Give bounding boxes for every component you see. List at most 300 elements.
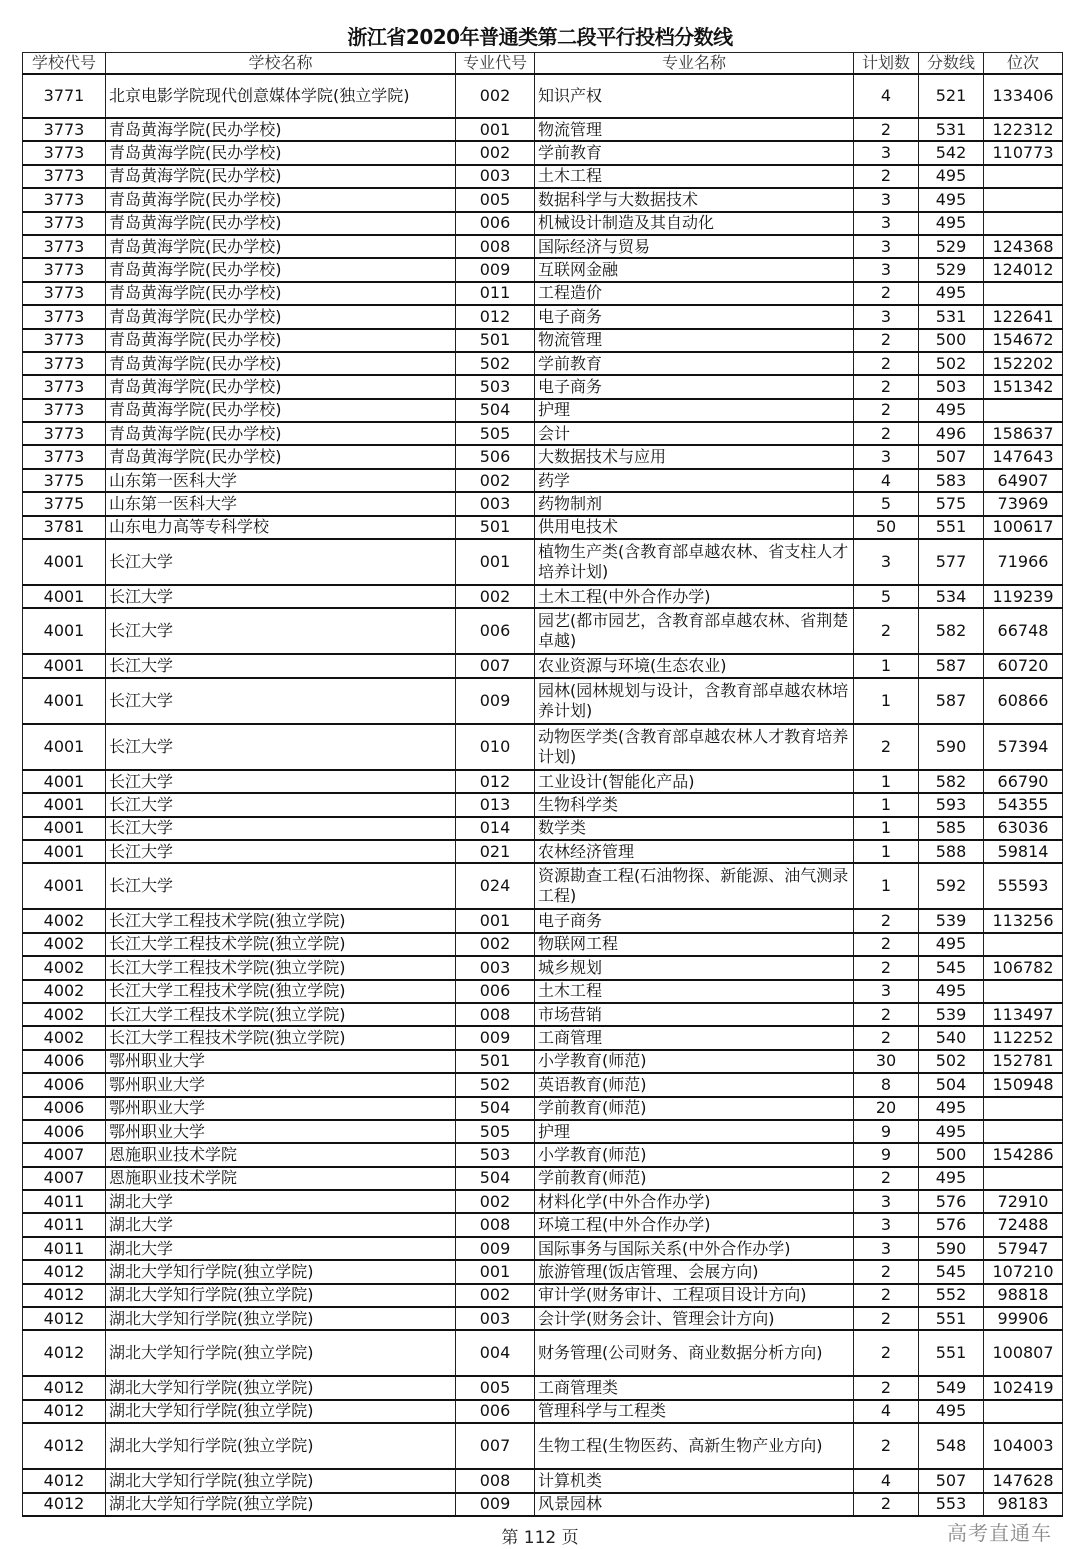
table-row (23, 863, 1063, 909)
cell-plan-count: 2 (854, 1376, 919, 1399)
cell-major-code: 009 (456, 1493, 535, 1516)
cell-school-name: 长江大学工程技术学院(独立学院) (106, 1003, 456, 1026)
header-school-code: 学校代号 (23, 53, 106, 75)
cell-school-name: 长江大学 (106, 724, 456, 770)
cell-major-code: 006 (456, 608, 535, 654)
cell-score-line: 585 (919, 817, 984, 840)
cell-school-code: 4012 (23, 1493, 106, 1516)
table-row (23, 352, 1063, 375)
cell-major-code: 006 (456, 212, 535, 235)
cell-major-name: 土木工程 (535, 980, 854, 1003)
cell-major-code: 005 (456, 1376, 535, 1399)
cell-school-code: 3773 (23, 329, 106, 352)
table-row (23, 516, 1063, 539)
table-row (23, 1284, 1063, 1307)
cell-score-line: 495 (919, 1097, 984, 1120)
cell-school-code: 3773 (23, 282, 106, 305)
table-row (23, 375, 1063, 398)
cell-major-name: 电子商务 (535, 909, 854, 932)
cell-plan-count: 1 (854, 863, 919, 909)
cell-school-code: 4001 (23, 770, 106, 793)
cell-school-name: 鄂州职业大学 (106, 1120, 456, 1143)
cell-school-name: 青岛黄海学院(民办学校) (106, 305, 456, 328)
cell-score-line: 551 (919, 516, 984, 539)
table-row (23, 724, 1063, 770)
cell-plan-count: 3 (854, 1190, 919, 1213)
cell-plan-count: 2 (854, 1493, 919, 1516)
cell-plan-count: 2 (854, 1003, 919, 1026)
table-row (23, 1307, 1063, 1330)
cell-school-name: 湖北大学知行学院(独立学院) (106, 1330, 456, 1376)
table-row (23, 141, 1063, 164)
cell-plan-count: 2 (854, 375, 919, 398)
cell-plan-count: 3 (854, 188, 919, 211)
cell-major-code: 001 (456, 118, 535, 141)
cell-school-name: 长江大学 (106, 817, 456, 840)
cell-school-name: 山东第一医科大学 (106, 492, 456, 515)
cell-school-code: 4012 (23, 1423, 106, 1469)
cell-score-line: 502 (919, 352, 984, 375)
cell-score-line: 545 (919, 1260, 984, 1283)
table-row (23, 492, 1063, 515)
cell-plan-count: 1 (854, 654, 919, 677)
cell-major-name: 城乡规划 (535, 956, 854, 979)
cell-rank: 60720 (984, 654, 1063, 677)
cell-plan-count: 2 (854, 608, 919, 654)
cell-major-name: 土木工程 (535, 165, 854, 188)
cell-score-line: 495 (919, 282, 984, 305)
cell-rank: 72488 (984, 1213, 1063, 1236)
cell-rank: 66790 (984, 770, 1063, 793)
table-row (23, 305, 1063, 328)
cell-school-code: 3773 (23, 212, 106, 235)
cell-score-line: 507 (919, 445, 984, 468)
cell-major-name: 互联网金融 (535, 258, 854, 281)
table-row (23, 469, 1063, 492)
cell-school-code: 4006 (23, 1120, 106, 1143)
cell-score-line: 551 (919, 1330, 984, 1376)
cell-rank: 57394 (984, 724, 1063, 770)
cell-score-line: 495 (919, 933, 984, 956)
cell-major-name: 计算机类 (535, 1469, 854, 1492)
cell-major-code: 002 (456, 141, 535, 164)
table-row (23, 1400, 1063, 1423)
cell-school-code: 4007 (23, 1143, 106, 1166)
cell-school-name: 青岛黄海学院(民办学校) (106, 352, 456, 375)
cell-rank: 98818 (984, 1284, 1063, 1307)
cell-major-name: 旅游管理(饭店管理、会展方向) (535, 1260, 854, 1283)
table-row (23, 793, 1063, 816)
table-row (23, 235, 1063, 258)
cell-score-line: 539 (919, 909, 984, 932)
table-header-row (23, 53, 1063, 75)
cell-major-code: 501 (456, 329, 535, 352)
cell-rank: 122641 (984, 305, 1063, 328)
cell-major-code: 012 (456, 770, 535, 793)
cell-school-code: 4001 (23, 539, 106, 585)
cell-school-code: 4011 (23, 1190, 106, 1213)
cell-score-line: 549 (919, 1376, 984, 1399)
cell-school-name: 湖北大学知行学院(独立学院) (106, 1260, 456, 1283)
table-row (23, 840, 1063, 863)
cell-score-line: 545 (919, 956, 984, 979)
table-row (23, 445, 1063, 468)
cell-major-code: 007 (456, 1423, 535, 1469)
cell-school-code: 3775 (23, 492, 106, 515)
cell-score-line: 587 (919, 678, 984, 724)
cell-plan-count: 3 (854, 258, 919, 281)
cell-plan-count: 3 (854, 445, 919, 468)
cell-rank: 73969 (984, 492, 1063, 515)
cell-major-name: 财务管理(公司财务、商业数据分析方向) (535, 1330, 854, 1376)
cell-score-line: 576 (919, 1213, 984, 1236)
cell-major-code: 024 (456, 863, 535, 909)
cell-major-name: 学前教育 (535, 141, 854, 164)
cell-school-code: 4001 (23, 654, 106, 677)
cell-school-code: 4012 (23, 1400, 106, 1423)
cell-score-line: 529 (919, 235, 984, 258)
cell-plan-count: 1 (854, 793, 919, 816)
table-row (23, 678, 1063, 724)
cell-major-code: 007 (456, 654, 535, 677)
cell-rank: 113497 (984, 1003, 1063, 1026)
cell-rank (984, 1400, 1063, 1423)
cell-plan-count: 2 (854, 422, 919, 445)
cell-school-name: 湖北大学知行学院(独立学院) (106, 1284, 456, 1307)
cell-score-line: 592 (919, 863, 984, 909)
table-row (23, 608, 1063, 654)
cell-school-code: 4006 (23, 1097, 106, 1120)
cell-school-name: 湖北大学 (106, 1213, 456, 1236)
cell-rank: 150948 (984, 1073, 1063, 1096)
cell-score-line: 521 (919, 74, 984, 118)
cell-school-code: 4001 (23, 840, 106, 863)
cell-major-code: 506 (456, 445, 535, 468)
table-row (23, 422, 1063, 445)
cell-rank: 107210 (984, 1260, 1063, 1283)
cell-major-name: 电子商务 (535, 375, 854, 398)
cell-major-code: 014 (456, 817, 535, 840)
cell-score-line: 539 (919, 1003, 984, 1026)
cell-school-code: 4011 (23, 1237, 106, 1260)
cell-score-line: 577 (919, 539, 984, 585)
cell-school-name: 长江大学 (106, 678, 456, 724)
cell-school-code: 3781 (23, 516, 106, 539)
table-row (23, 1423, 1063, 1469)
cell-school-code: 4001 (23, 817, 106, 840)
cell-school-name: 恩施职业技术学院 (106, 1167, 456, 1190)
table-row (23, 980, 1063, 1003)
cell-score-line: 503 (919, 375, 984, 398)
cell-major-code: 505 (456, 1120, 535, 1143)
cell-score-line: 590 (919, 1237, 984, 1260)
cell-school-code: 4006 (23, 1073, 106, 1096)
cell-score-line: 588 (919, 840, 984, 863)
cell-major-name: 物流管理 (535, 329, 854, 352)
cell-major-code: 002 (456, 1190, 535, 1213)
cell-school-code: 4012 (23, 1376, 106, 1399)
cell-score-line: 542 (919, 141, 984, 164)
cell-score-line: 582 (919, 770, 984, 793)
cell-major-code: 002 (456, 74, 535, 118)
cell-score-line: 553 (919, 1493, 984, 1516)
cell-rank: 124368 (984, 235, 1063, 258)
cell-plan-count: 50 (854, 516, 919, 539)
cell-major-name: 审计学(财务审计、工程项目设计方向) (535, 1284, 854, 1307)
cell-school-name: 青岛黄海学院(民办学校) (106, 165, 456, 188)
cell-plan-count: 30 (854, 1050, 919, 1073)
cell-score-line: 495 (919, 1400, 984, 1423)
cell-major-code: 008 (456, 1003, 535, 1026)
cell-plan-count: 5 (854, 492, 919, 515)
cell-school-code: 4002 (23, 980, 106, 1003)
cell-rank (984, 188, 1063, 211)
table-row (23, 165, 1063, 188)
header-rank: 位次 (984, 53, 1063, 75)
table-row (23, 1120, 1063, 1143)
table-row (23, 1469, 1063, 1492)
cell-rank: 106782 (984, 956, 1063, 979)
cell-major-code: 501 (456, 516, 535, 539)
cell-plan-count: 2 (854, 1307, 919, 1330)
cell-rank: 147643 (984, 445, 1063, 468)
cell-rank: 154286 (984, 1143, 1063, 1166)
cell-plan-count: 4 (854, 1469, 919, 1492)
cell-school-name: 青岛黄海学院(民办学校) (106, 141, 456, 164)
cell-major-code: 003 (456, 956, 535, 979)
cell-school-code: 4001 (23, 724, 106, 770)
cell-plan-count: 2 (854, 909, 919, 932)
cell-major-name: 生物科学类 (535, 793, 854, 816)
cell-rank: 152202 (984, 352, 1063, 375)
cell-rank: 124012 (984, 258, 1063, 281)
cell-major-name: 环境工程(中外合作办学) (535, 1213, 854, 1236)
cell-major-name: 资源勘查工程(石油物探、新能源、油气测录工程) (535, 863, 854, 909)
cell-rank: 102419 (984, 1376, 1063, 1399)
table-row (23, 1493, 1063, 1516)
cell-plan-count: 2 (854, 118, 919, 141)
cell-school-name: 青岛黄海学院(民办学校) (106, 235, 456, 258)
cell-plan-count: 3 (854, 141, 919, 164)
cell-major-code: 009 (456, 258, 535, 281)
cell-school-code: 4012 (23, 1469, 106, 1492)
cell-major-code: 002 (456, 585, 535, 608)
cell-score-line: 529 (919, 258, 984, 281)
cell-major-name: 学前教育(师范) (535, 1097, 854, 1120)
cell-plan-count: 2 (854, 329, 919, 352)
cell-major-name: 药学 (535, 469, 854, 492)
table-row (23, 188, 1063, 211)
cell-plan-count: 2 (854, 933, 919, 956)
cell-school-name: 长江大学 (106, 539, 456, 585)
cell-plan-count: 3 (854, 539, 919, 585)
cell-school-name: 湖北大学知行学院(独立学院) (106, 1493, 456, 1516)
cell-plan-count: 2 (854, 282, 919, 305)
cell-score-line: 590 (919, 724, 984, 770)
table-row (23, 118, 1063, 141)
cell-score-line: 502 (919, 1050, 984, 1073)
page-number: 第 112 页 (501, 1528, 579, 1548)
cell-school-name: 长江大学 (106, 608, 456, 654)
watermark-logo: 高考直通车 (947, 1521, 1052, 1545)
cell-major-code: 002 (456, 469, 535, 492)
cell-score-line: 495 (919, 212, 984, 235)
header-score-line: 分数线 (919, 53, 984, 75)
cell-major-name: 工程造价 (535, 282, 854, 305)
table-row (23, 1050, 1063, 1073)
cell-school-name: 长江大学工程技术学院(独立学院) (106, 933, 456, 956)
cell-major-name: 小学教育(师范) (535, 1143, 854, 1166)
cell-school-code: 3773 (23, 258, 106, 281)
cell-score-line: 582 (919, 608, 984, 654)
cell-score-line: 593 (919, 793, 984, 816)
cell-rank: 99906 (984, 1307, 1063, 1330)
cell-major-name: 国际事务与国际关系(中外合作办学) (535, 1237, 854, 1260)
cell-major-name: 管理科学与工程类 (535, 1400, 854, 1423)
cell-score-line: 500 (919, 1143, 984, 1166)
cell-school-name: 青岛黄海学院(民办学校) (106, 212, 456, 235)
cell-major-name: 动物医学类(含教育部卓越农林人才教育培养计划) (535, 724, 854, 770)
table-row (23, 1167, 1063, 1190)
header-major-code: 专业代号 (456, 53, 535, 75)
cell-major-name: 小学教育(师范) (535, 1050, 854, 1073)
cell-plan-count: 20 (854, 1097, 919, 1120)
cell-rank: 154672 (984, 329, 1063, 352)
cell-major-code: 013 (456, 793, 535, 816)
cell-major-name: 工商管理类 (535, 1376, 854, 1399)
cell-major-name: 材料化学(中外合作办学) (535, 1190, 854, 1213)
cell-rank: 113256 (984, 909, 1063, 932)
cell-major-name: 农林经济管理 (535, 840, 854, 863)
cell-major-name: 生物工程(生物医药、高新生物产业方向) (535, 1423, 854, 1469)
cell-school-name: 长江大学 (106, 770, 456, 793)
cell-school-code: 3773 (23, 165, 106, 188)
cell-plan-count: 9 (854, 1143, 919, 1166)
cell-rank: 57947 (984, 1237, 1063, 1260)
header-major-name: 专业名称 (535, 53, 854, 75)
cell-school-code: 3773 (23, 188, 106, 211)
table-body (23, 74, 1063, 1516)
cell-school-code: 3773 (23, 375, 106, 398)
cell-plan-count: 3 (854, 1213, 919, 1236)
cell-rank: 119239 (984, 585, 1063, 608)
cell-score-line: 495 (919, 165, 984, 188)
cell-school-code: 4001 (23, 793, 106, 816)
cell-major-name: 护理 (535, 399, 854, 422)
cell-school-code: 3773 (23, 445, 106, 468)
cell-score-line: 552 (919, 1284, 984, 1307)
cell-major-name: 物流管理 (535, 118, 854, 141)
cell-school-code: 3771 (23, 74, 106, 118)
cell-major-name: 药物制剂 (535, 492, 854, 515)
cell-score-line: 495 (919, 188, 984, 211)
cell-school-name: 青岛黄海学院(民办学校) (106, 445, 456, 468)
cell-major-code: 004 (456, 1330, 535, 1376)
cell-score-line: 495 (919, 980, 984, 1003)
table-row (23, 585, 1063, 608)
cell-school-name: 山东电力高等专科学校 (106, 516, 456, 539)
cell-rank: 100807 (984, 1330, 1063, 1376)
cell-school-name: 湖北大学知行学院(独立学院) (106, 1400, 456, 1423)
cell-rank: 104003 (984, 1423, 1063, 1469)
cell-rank: 71966 (984, 539, 1063, 585)
cell-score-line: 495 (919, 1167, 984, 1190)
cell-major-code: 502 (456, 352, 535, 375)
cell-plan-count: 4 (854, 469, 919, 492)
table-row (23, 399, 1063, 422)
cell-school-code: 4001 (23, 678, 106, 724)
cell-major-code: 003 (456, 165, 535, 188)
cell-score-line: 495 (919, 399, 984, 422)
table-row (23, 817, 1063, 840)
cell-school-name: 鄂州职业大学 (106, 1050, 456, 1073)
cell-plan-count: 3 (854, 235, 919, 258)
cell-plan-count: 1 (854, 817, 919, 840)
cell-major-code: 003 (456, 492, 535, 515)
cell-school-name: 青岛黄海学院(民办学校) (106, 422, 456, 445)
table-row (23, 1190, 1063, 1213)
cell-rank (984, 1120, 1063, 1143)
cell-plan-count: 1 (854, 840, 919, 863)
table-row (23, 1376, 1063, 1399)
cell-rank (984, 1097, 1063, 1120)
cell-rank (984, 933, 1063, 956)
cell-plan-count: 2 (854, 1284, 919, 1307)
cell-school-name: 长江大学 (106, 793, 456, 816)
admission-score-table (22, 52, 1063, 1517)
cell-major-code: 504 (456, 1097, 535, 1120)
cell-school-code: 4002 (23, 909, 106, 932)
cell-major-code: 001 (456, 909, 535, 932)
cell-school-name: 青岛黄海学院(民办学校) (106, 258, 456, 281)
cell-major-name: 供用电技术 (535, 516, 854, 539)
cell-score-line: 496 (919, 422, 984, 445)
cell-school-name: 长江大学工程技术学院(独立学院) (106, 956, 456, 979)
cell-plan-count: 2 (854, 1167, 919, 1190)
cell-rank: 60866 (984, 678, 1063, 724)
cell-plan-count: 2 (854, 165, 919, 188)
cell-rank (984, 399, 1063, 422)
cell-score-line: 551 (919, 1307, 984, 1330)
cell-plan-count: 2 (854, 1260, 919, 1283)
table-row (23, 329, 1063, 352)
cell-school-name: 长江大学 (106, 863, 456, 909)
cell-school-name: 长江大学 (106, 585, 456, 608)
cell-rank: 59814 (984, 840, 1063, 863)
cell-plan-count: 5 (854, 585, 919, 608)
cell-plan-count: 4 (854, 74, 919, 118)
cell-major-name: 会计 (535, 422, 854, 445)
cell-major-code: 002 (456, 933, 535, 956)
cell-score-line: 583 (919, 469, 984, 492)
cell-major-name: 植物生产类(含教育部卓越农林、省支柱人才培养计划) (535, 539, 854, 585)
cell-school-code: 4002 (23, 956, 106, 979)
cell-school-code: 4012 (23, 1330, 106, 1376)
cell-rank (984, 1167, 1063, 1190)
cell-major-code: 012 (456, 305, 535, 328)
cell-school-code: 3773 (23, 141, 106, 164)
cell-plan-count: 2 (854, 1026, 919, 1049)
cell-school-code: 4002 (23, 1026, 106, 1049)
cell-rank: 54355 (984, 793, 1063, 816)
cell-score-line: 540 (919, 1026, 984, 1049)
cell-school-code: 4012 (23, 1307, 106, 1330)
cell-school-name: 青岛黄海学院(民办学校) (106, 188, 456, 211)
cell-major-name: 国际经济与贸易 (535, 235, 854, 258)
table-row (23, 1260, 1063, 1283)
cell-major-code: 006 (456, 1400, 535, 1423)
table-row (23, 956, 1063, 979)
